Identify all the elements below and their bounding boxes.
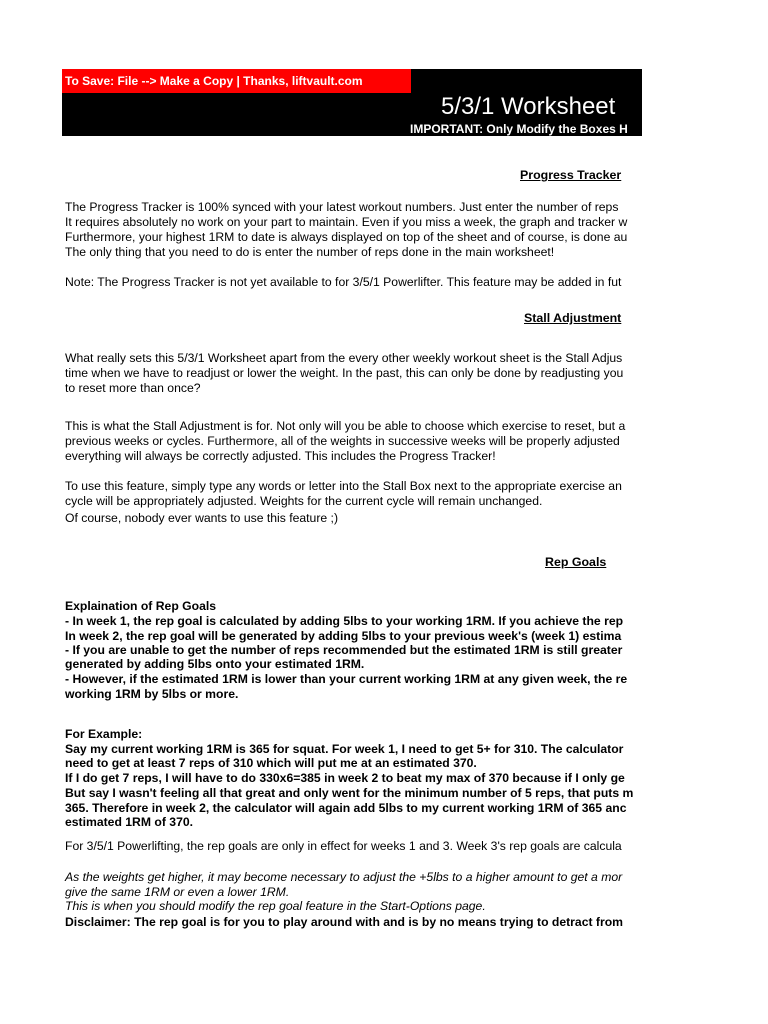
text-line: The only thing that you need to do is enter the number of reps done in the main worksheet! <box>65 245 555 259</box>
text-line: It requires absolutely no work on your part to maintain. Even if you miss a week, the graph and tracker w <box>65 215 628 229</box>
sheet-title: 5/3/1 Worksheet <box>441 93 616 120</box>
text-line: Say my current working 1RM is 365 for squat. For week 1, I need to get 5+ for 310. The calculator <box>65 742 624 756</box>
text-line: Of course, nobody ever wants to use this feature ;) <box>65 511 339 525</box>
text-line: - In week 1, the rep goal is calculated by adding 5lbs to your working 1RM. If you achieve the rep <box>65 614 624 628</box>
heading-progress-tracker: Progress Tracker <box>520 168 622 182</box>
text-line: To use this feature, simply type any words or letter into the Stall Box next to the appropriate exercise an <box>65 479 622 493</box>
text-line: need to get at least 7 reps of 310 which will put me at an estimated 370. <box>65 756 477 770</box>
text-line: - However, if the estimated 1RM is lower than your current working 1RM at any given week, the re <box>65 672 628 686</box>
progress-tracker-note: Note: The Progress Tracker is not yet available to for 3/5/1 Powerlifter. This feature may be added in fut <box>65 275 622 289</box>
text-line: time when we have to readjust or lower the weight. In the past, this can only be done by readjusting you <box>65 366 624 380</box>
text-line: This is when you should modify the rep goal feature in the Start-Options page. <box>65 899 486 913</box>
text-line: - If you are unable to get the number of reps recommended but the estimated 1RM is still greater <box>65 643 623 657</box>
text-line: The Progress Tracker is 100% synced with your latest workout numbers. Just enter the number of reps <box>65 200 619 214</box>
powerlifting-note: For 3/5/1 Powerlifting, the rep goals are only in effect for weeks 1 and 3. Week 3's rep goals are calcula <box>65 839 622 853</box>
example-heading: For Example: <box>65 727 143 741</box>
text-line: cycle will be appropriately adjusted. Weights for the current cycle will remain unchanged. <box>65 494 543 508</box>
save-banner: To Save: File --> Make a Copy | Thanks, liftvault.com <box>62 69 411 93</box>
text-line: Furthermore, your highest 1RM to date is always displayed on top of the sheet and of course, is done au <box>65 230 628 244</box>
text-line: This is what the Stall Adjustment is for. Not only will you be able to choose which exercise to reset, but a <box>65 419 626 433</box>
rep-goals-subheading: Explaination of Rep Goals <box>65 599 217 613</box>
text-line: In week 2, the rep goal will be generated by adding 5lbs to your previous week's (week 1) estima <box>65 629 622 643</box>
text-line: As the weights get higher, it may become necessary to adjust the +5lbs to a higher amount to get a mor <box>65 870 623 884</box>
text-line: previous weeks or cycles. Furthermore, all of the weights in successive weeks will be properly adjusted <box>65 434 620 448</box>
text-line: What really sets this 5/3/1 Worksheet apart from the every other weekly workout sheet is the Stall Adjus <box>65 351 623 365</box>
important-note: IMPORTANT: Only Modify the Boxes H <box>410 122 628 136</box>
heading-stall-adjustment: Stall Adjustment <box>524 311 622 325</box>
text-line: But say I wasn't feeling all that great and only went for the minimum number of 5 reps, that puts m <box>65 786 634 800</box>
text-line: 365. Therefore in week 2, the calculator will again add 5lbs to my current working 1RM of 365 anc <box>65 801 627 815</box>
text-line: everything will always be correctly adjusted. This includes the Progress Tracker! <box>65 449 496 463</box>
text-line: generated by adding 5lbs onto your estimated 1RM. <box>65 657 365 671</box>
text-line: working 1RM by 5lbs or more. <box>65 687 239 701</box>
heading-rep-goals: Rep Goals <box>545 555 607 569</box>
title-bar <box>62 93 642 136</box>
text-line: give the same 1RM or even a lower 1RM. <box>65 885 290 899</box>
text-line: If I do get 7 reps, I will have to do 330x6=385 in week 2 to beat my max of 370 because if I only ge <box>65 771 625 785</box>
text-line: estimated 1RM of 370. <box>65 815 194 829</box>
header-black-fill <box>411 69 642 93</box>
text-line: to reset more than once? <box>65 381 201 395</box>
disclaimer: Disclaimer: The rep goal is for you to play around with and is by no means trying to detract from <box>65 915 624 929</box>
